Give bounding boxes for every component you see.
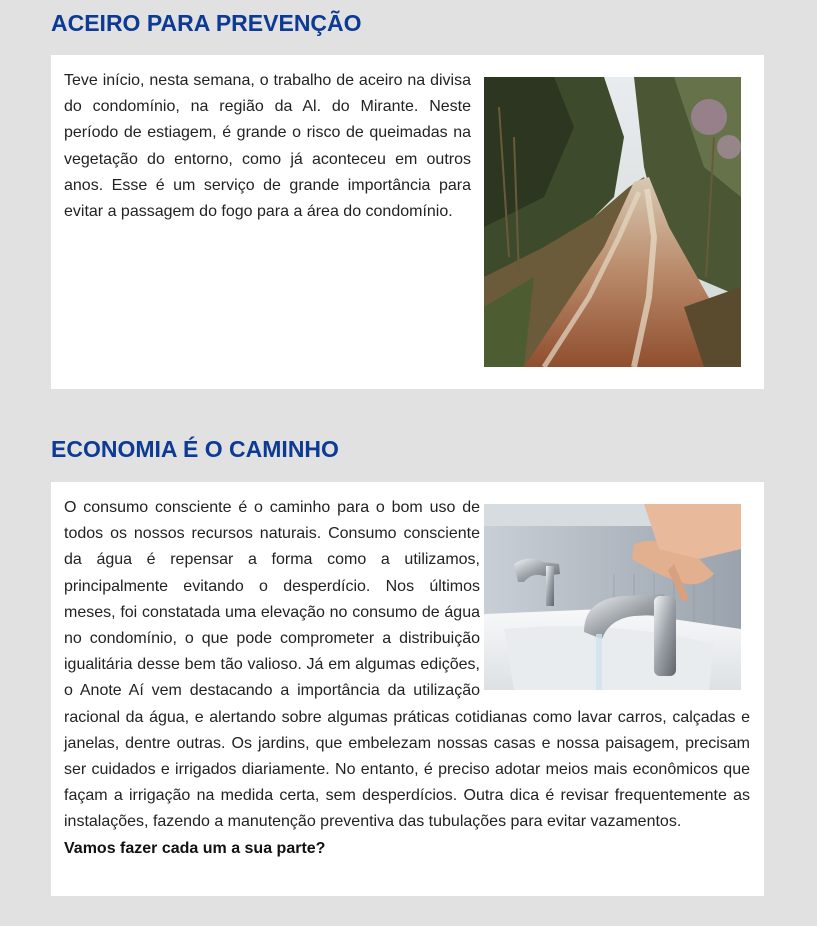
section-title-aceiro: ACEIRO PARA PREVENÇÃO (51, 10, 362, 36)
image-float-spacer (480, 495, 750, 690)
dirt-road-photo (484, 77, 741, 367)
article-card-economia (51, 482, 764, 896)
article-card-aceiro (51, 55, 764, 389)
article-closing-line: Vamos fazer cada um a sua parte? (64, 839, 326, 857)
section-title-economia: ECONOMIA É O CAMINHO (51, 436, 339, 462)
article-body-aceiro: Teve início, nesta semana, o trabalho de aceiro na divisa do condomínio, na região da Al. do Mirante. Neste período de estiagem, é grande o risco de queimadas na vegetação do entorno, como já aconteceu em outros anos. Esse é um serviço de grande importância para evitar a passagem do fogo para a área do condomínio. (64, 72, 471, 221)
article-body-economia (64, 495, 750, 862)
article-body-economia-text: O consumo consciente é o caminho para o bom uso de todos os nossos recursos naturais. Consumo consciente da água é repensar a forma como a utilizamos, principalmente evitando o desperdício. Nos últimos meses, foi constatada uma elevação no consumo de água no condomínio, o que pode comprometer a distribuição igualitária desse bem tão valioso. Já em algumas edições, o Anote Aí vem destacando a importância da utilização racional da água, e alertando sobre algumas práticas cotidianas como lavar carros, calçadas e janelas, dentre outras. Os jardins, que embelezam nossas casas e nossa paisagem, precisam ser cuidados e irrigados diariamente. No entanto, é preciso adotar meios mais econômicos que façam a irrigação na medida certa, sem desperdícios. Outra dica é revisar frequentemente as instalações, fazendo a manutenção preventiva das tubulações para evitar vazamentos. (64, 499, 750, 831)
